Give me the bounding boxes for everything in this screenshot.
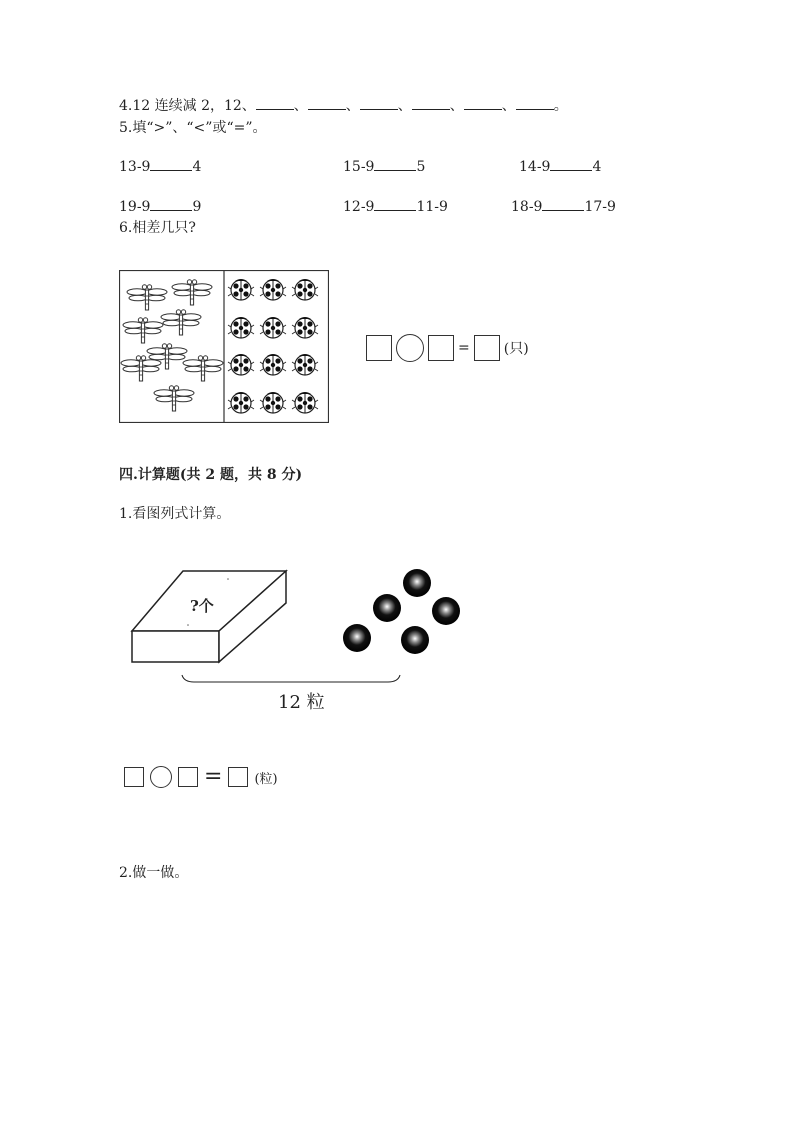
q4-blank-3[interactable]: [360, 97, 398, 110]
q5-blank[interactable]: [374, 158, 416, 171]
q5-item: 18-9 17-9: [511, 199, 616, 215]
q5-blank[interactable]: [150, 198, 192, 211]
ball-icon: [432, 597, 460, 625]
q4-blank-6[interactable]: [516, 97, 554, 110]
ball-icon: [343, 624, 371, 652]
equals-sign: =: [458, 340, 470, 356]
s4-q1-title: 1.看图列式计算。: [119, 506, 231, 522]
answer-box[interactable]: [366, 335, 392, 361]
ball-group: [343, 569, 460, 654]
q5-item: 15-9 5: [343, 159, 426, 175]
unit-label: (粒): [254, 771, 278, 787]
q4-prefix: 4.12 连续减 2，12、: [119, 98, 256, 114]
q6-title: 6.相差几只?: [119, 220, 196, 236]
ball-icon: [373, 594, 401, 622]
unit-label: (只): [503, 341, 529, 357]
s4-q2-title: 2.做一做。: [119, 865, 189, 881]
q5-blank[interactable]: [550, 158, 592, 171]
q5-item: 12-9 11-9: [343, 199, 448, 215]
q5-blank[interactable]: [542, 198, 584, 211]
q4-line: 4.12 连续减 2，12、 、 、 、 、 、 。: [119, 98, 568, 114]
ball-icon: [403, 569, 431, 597]
answer-box[interactable]: [124, 767, 144, 787]
s4-q1-equation: [124, 765, 278, 789]
ball-icon: [401, 626, 429, 654]
box-balls-figure: [128, 565, 468, 715]
q4-blank-4[interactable]: [412, 97, 450, 110]
answer-box[interactable]: [228, 767, 248, 787]
q5-blank[interactable]: [150, 158, 192, 171]
q4-blank-5[interactable]: [464, 97, 502, 110]
q5-title: 5.填“>”、“<”或“=”。: [119, 120, 267, 136]
q6-equation: [366, 335, 529, 361]
q5-item: 13-9 4: [119, 159, 202, 175]
box-icon: [132, 571, 286, 662]
q5-item: 14-9 4: [519, 159, 602, 175]
operator-circle[interactable]: [150, 766, 172, 788]
q5-item: 19-9 9: [119, 199, 202, 215]
dragonfly-ladybug-figure: [119, 270, 329, 423]
answer-box[interactable]: [178, 767, 198, 787]
answer-box[interactable]: [474, 335, 500, 361]
section-title: 四.计算题(共 2 题，共 8 分): [119, 467, 303, 483]
answer-box[interactable]: [428, 335, 454, 361]
total-label: 12 粒: [278, 692, 325, 713]
q4-blank-2[interactable]: [308, 97, 346, 110]
q5-blank[interactable]: [374, 198, 416, 211]
equals-sign: =: [204, 764, 223, 789]
operator-circle[interactable]: [396, 334, 424, 362]
q4-blank-1[interactable]: [256, 97, 294, 110]
brace: [182, 675, 400, 682]
box-label: ?个: [190, 597, 214, 615]
